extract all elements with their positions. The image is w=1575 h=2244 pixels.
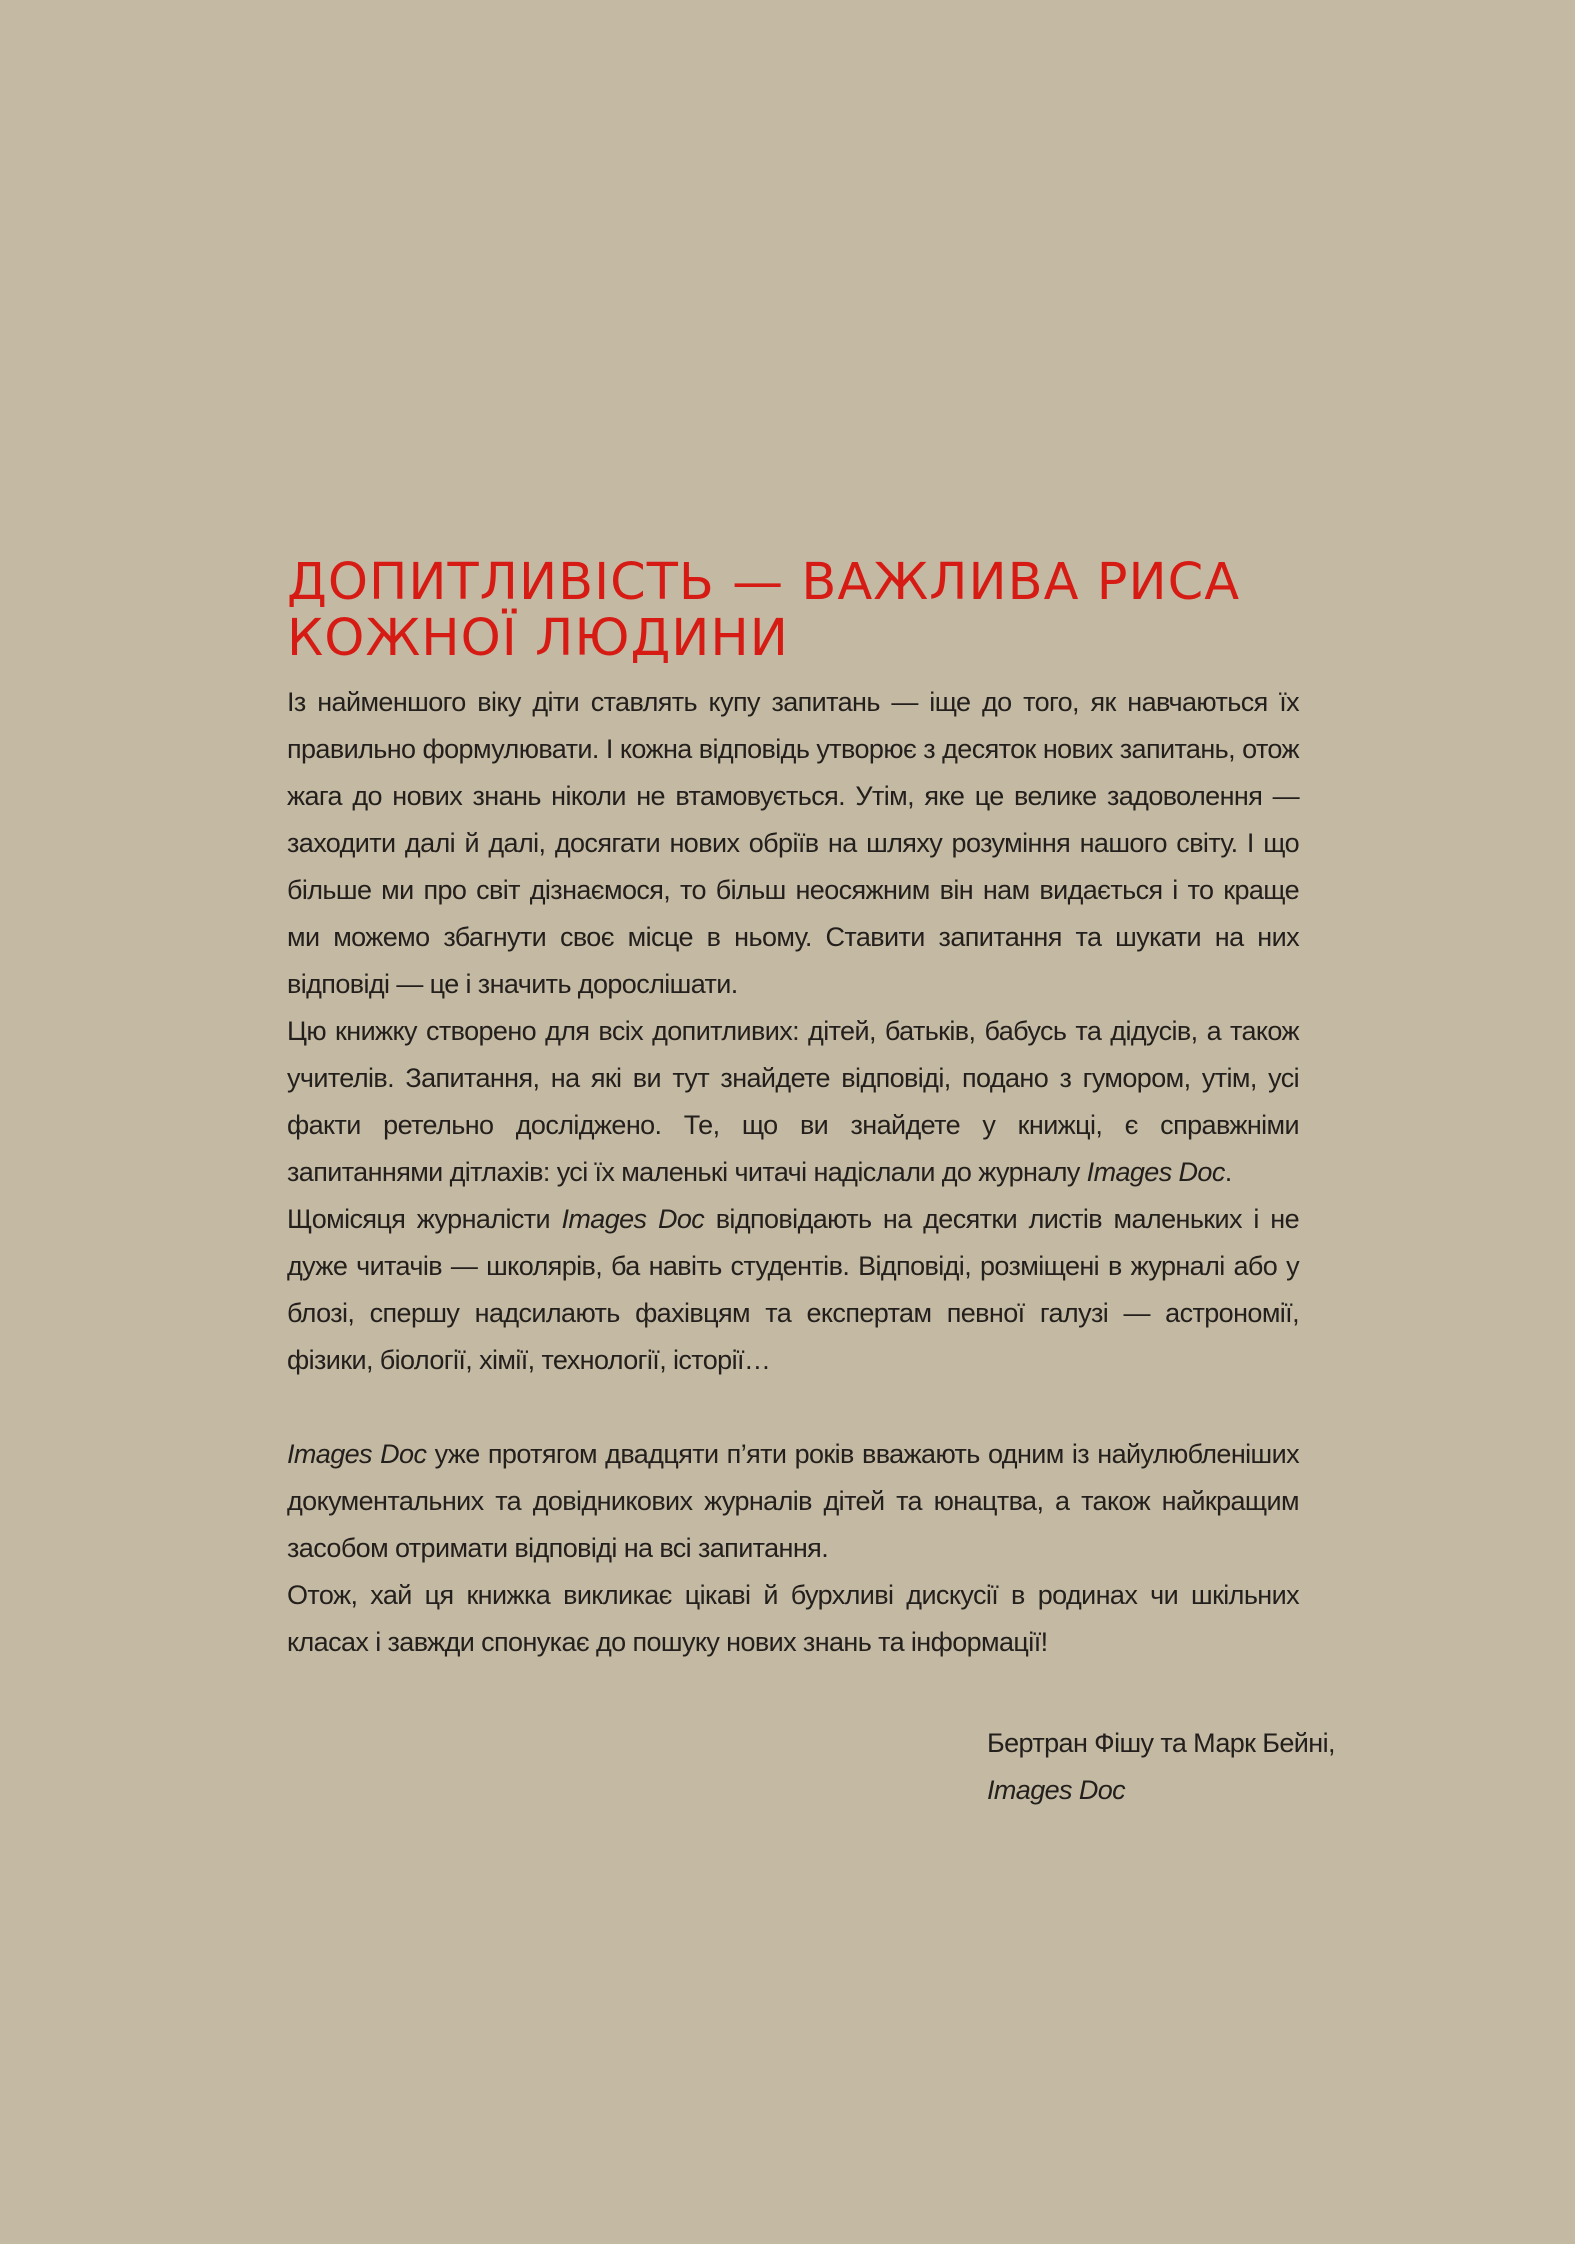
preface-body: [287, 679, 1299, 1666]
magazine-name: Images Doc: [1086, 1157, 1225, 1187]
signature-authors: Бертран Фішу та Марк Бейні,: [987, 1728, 1335, 1758]
paragraph-4: [287, 1431, 1299, 1572]
paragraph-3: [287, 1196, 1299, 1384]
page-title: ДОПИТЛИВІСТЬ — ВАЖЛИВА РИСА КОЖНОЇ ЛЮДИНИ: [287, 553, 1241, 668]
paragraph-1: Із найменшого віку діти ставлять купу запитань — іще до того, як навчаються їх правильно формулювати. І кожна відповідь утворює з десяток нових запитань, отож жага до нових знань ніколи не втамовується. Утім, яке це велике задоволення — заходити далі й далі, досягати нових обріїв на шляху розуміння нашого світу. І що більше ми про світ дізнаємося, то більш неосяжним він нам видається і то краще ми можемо збагнути своє місце в ньому. Ставити запитання та шукати на них відповіді — це і значить дорослішати.: [287, 687, 1299, 999]
paragraph-5: Отож, хай ця книжка викликає цікаві й бурхливі дискусії в родинах чи шкільних класах і завжди спонукає до пошуку нових знань та інформації!: [287, 1580, 1299, 1657]
signature-block: [987, 1720, 1335, 1814]
paragraph-3-start: Щомісяця журналісти: [287, 1204, 562, 1234]
magazine-name: Images Doc: [287, 1439, 427, 1469]
signature-publication: Images Doc: [987, 1775, 1126, 1805]
paragraph-3-text: відповідають на десятки листів маленьких і не дуже читачів — школярів, ба навіть студентів. Відповіді, розміщені в журналі або у блозі, спершу надсилають фахівцям та експертам певної галузі — астрономії, фізики, біології, хімії, технології, історії…: [287, 1204, 1300, 1375]
paragraph-2-text: Цю книжку створено для всіх допитливих: дітей, батьків, бабусь та дідусів, а також учителів. Запитання, на які ви тут знайдете відповіді, подано з гумором, утім, усі факти ретельно досліджено. Те, що ви знайдете у книжці, є справжніми запитаннями дітлахів: усі їх маленькі читачі надіслали до журналу: [287, 1016, 1299, 1187]
paragraph-4-text: уже протягом двадцяти п’яти років вважають одним із найулюбленіших документальних та довідникових журналів дітей та юнацтва, а також найкращим засобом отримати відповіді на всі запитання.: [287, 1439, 1299, 1563]
paragraph-2-end: .: [1224, 1157, 1232, 1187]
preface-section: [287, 555, 1299, 1666]
magazine-name: Images Doc: [561, 1204, 705, 1234]
paragraph-gap: [287, 1384, 1299, 1431]
paragraph-2: [287, 1008, 1299, 1196]
